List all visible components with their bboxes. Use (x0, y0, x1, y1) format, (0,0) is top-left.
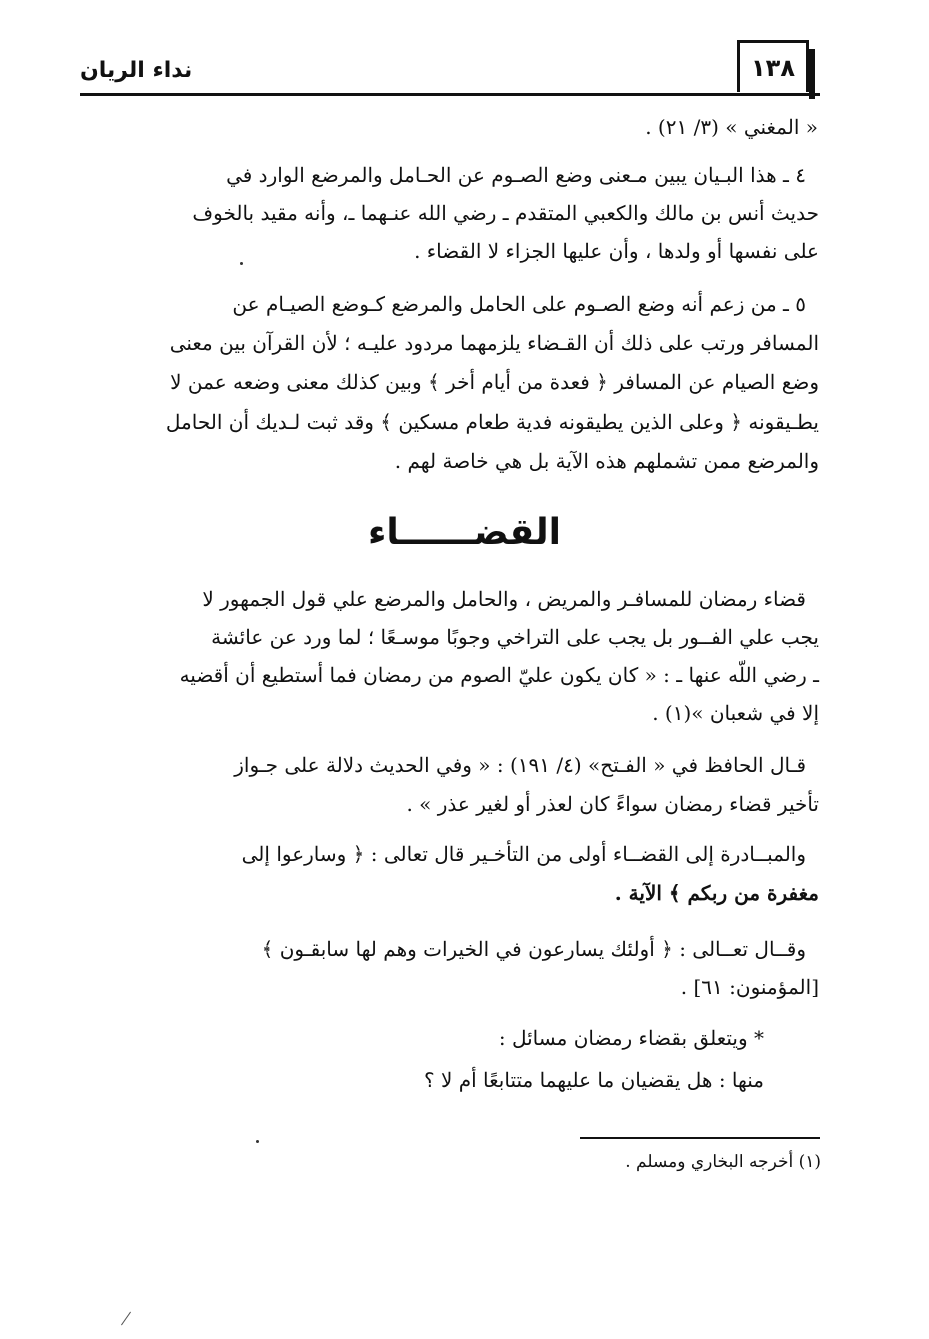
text-line: حديث أنس بن مالك والكعبي المتقدم ـ رضي الله عنـهما ـ، وأنه مقيد بالخوف (192, 201, 819, 225)
text-line: يجب علي الفــور بل يجب على التراخي وجوبًا موسـعًا ؛ لما ورد عن عائشة (211, 625, 819, 649)
text-line: يطـيقونه ﴿ وعلى الذين يطيقونه فدية طعام مسكين ﴾ وقد ثبت لـديك أن الحامل (165, 410, 819, 434)
footnote: (١) أخرجه البخاري ومسلم . (625, 1152, 821, 1172)
stray-dot (240, 262, 243, 265)
text-line: والمرضع ممن تشملهم هذه الآية بل هي خاصة لهم . (394, 449, 819, 473)
text-line: وقــال تعــالى : ﴿ أولئك يسارعون في الخيرات وهم لها سابقـون ﴾ (261, 937, 806, 961)
text-line: إلا في شعبان »(١) . (652, 701, 819, 725)
text-line: قضاء رمضان للمسافـر والمريض ، والحامل والمرضع علي قول الجمهور لا (202, 587, 806, 611)
page-number: ١٣٨ (737, 40, 809, 92)
section-heading: القضــــــاء (368, 512, 561, 553)
text-line: ـ رضي اللّه عنها ـ : « كان يكون عليّ الصوم من رمضان فما أستطيع أن أقضيه (179, 663, 819, 687)
text-line: منها : هل يقضيان ما عليهما متتابعًا أم لا ؟ (424, 1068, 764, 1092)
text-line: ٥ ـ من زعم أنه وضع الصـوم على الحامل والمرضع كـوضع الصيـام عن (232, 292, 806, 316)
stray-mark (121, 1312, 131, 1326)
text-line: * ويتعلق بقضاء رمضان مسائل : (498, 1026, 764, 1050)
footnote-rule (580, 1137, 820, 1139)
text-line: « المغني » (٣/ ٢١) . (645, 115, 818, 139)
stray-dot (256, 1140, 259, 1143)
text-line: مغفرة من ربكم ﴾ الآية . (614, 881, 819, 905)
text-line: على نفسها أو ولدها ، وأن عليها الجزاء لا القضاء . (414, 239, 819, 263)
text-line: [المؤمنون: ٦١] . (680, 975, 819, 999)
text-line: ٤ ـ هذا البـيان يبين مـعنى وضع الصـوم عن الحـامل والمرضع الوارد في (226, 163, 806, 187)
running-title: نداء الريان (80, 58, 193, 83)
header-rule (80, 93, 820, 96)
text-line: تأخير قضاء رمضان سواءً كان لعذر أو لغير عذر » . (406, 792, 819, 816)
text-line: وضع الصيام عن المسافر ﴿ فعدة من أيام أخر ﴾ وبين كذلك معنى وضعه عمن لا (170, 370, 819, 394)
text-line: المسافر ورتب على ذلك أن القـضاء يلزمهما مردود عليـه ؛ لأن القرآن بين معنى (169, 331, 819, 355)
text-line: والمبــادرة إلى القضــاء أولى من التأخـير قال تعالى : ﴿ وسارعوا إلى (241, 842, 806, 866)
text-line: قـال الحافظ في « الفـتح» (٤/ ١٩١) : « وفي الحديث دلالة على جـواز (234, 753, 806, 777)
